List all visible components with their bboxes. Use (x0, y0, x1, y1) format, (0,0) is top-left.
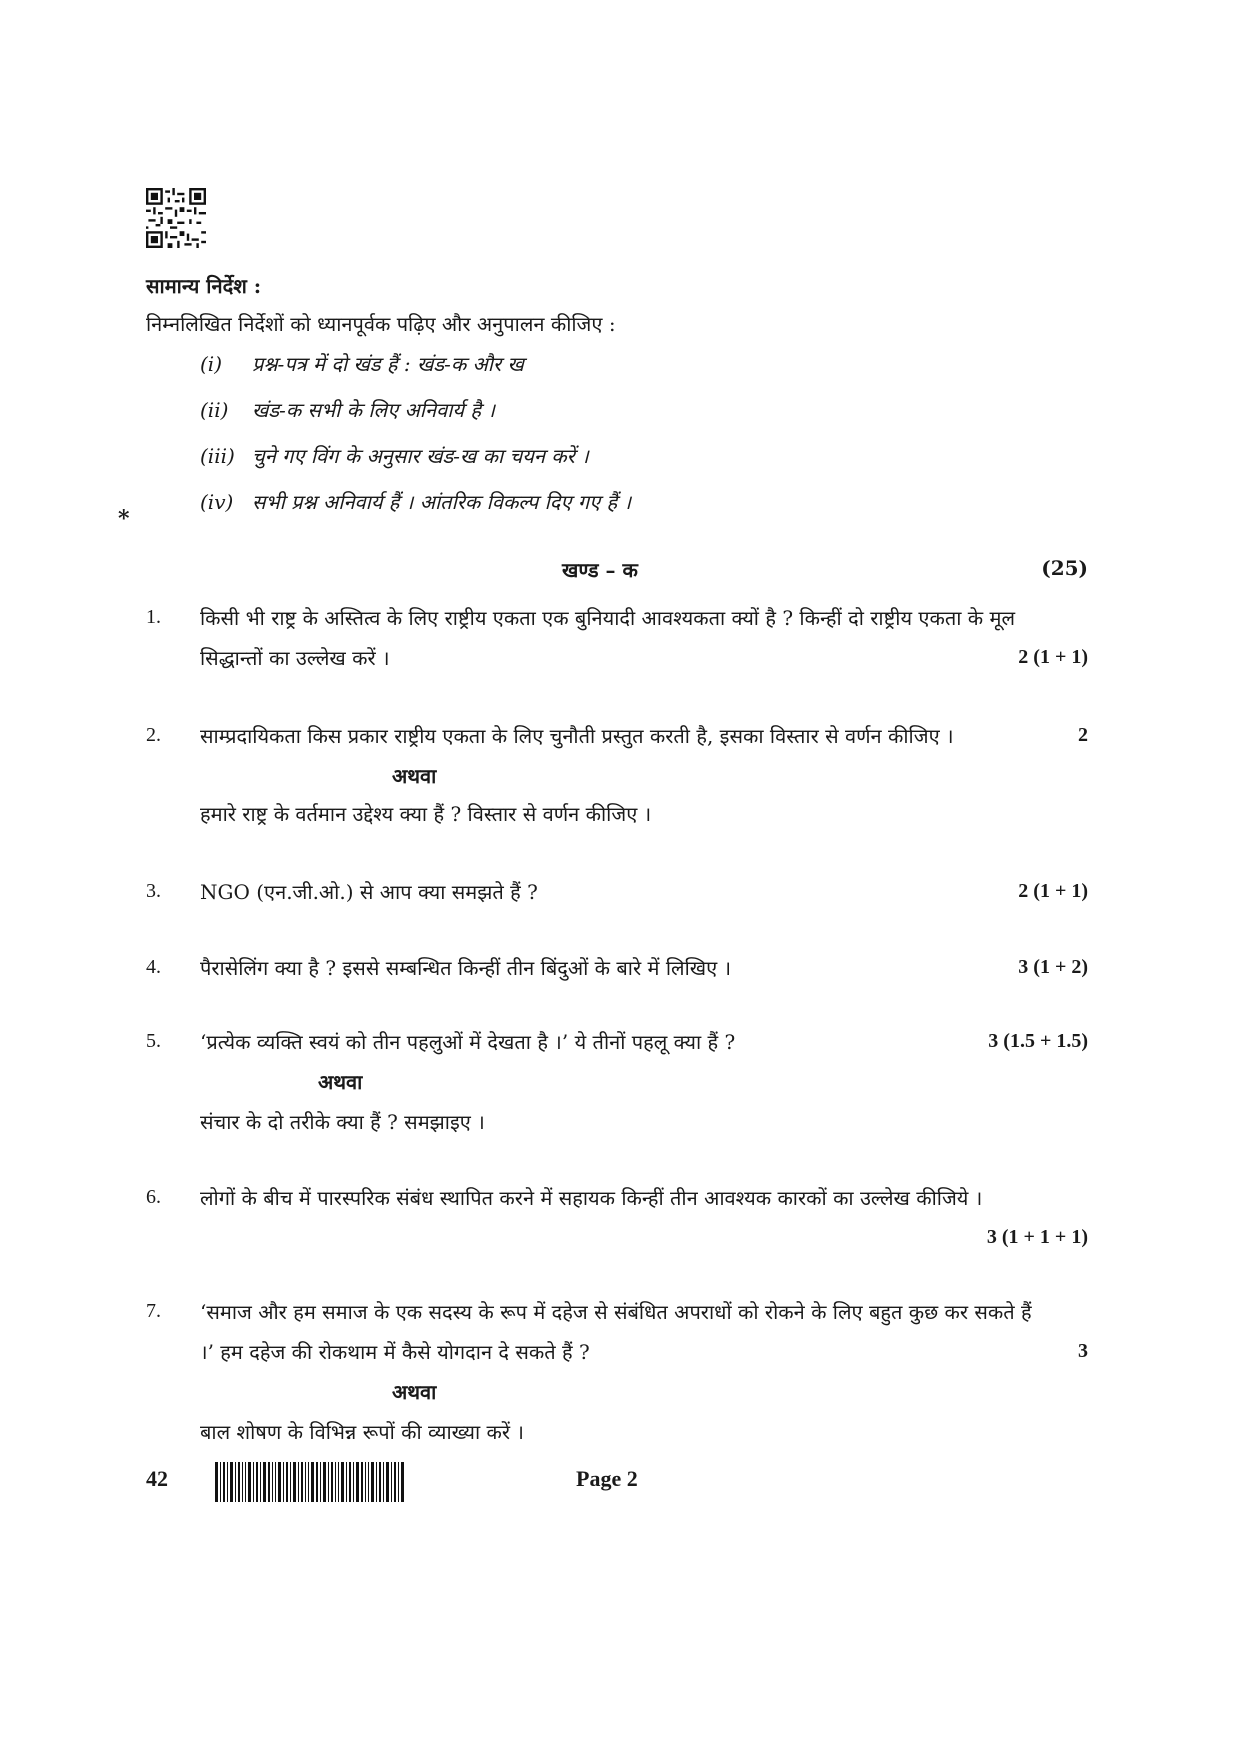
question-marks: 2 (1 + 1) (1018, 880, 1088, 902)
instruction-numeral: (ii) (200, 398, 229, 422)
section-marks: (25) (1041, 556, 1088, 580)
question-marks: 3 (1 + 1 + 1) (986, 1226, 1088, 1248)
or-label: अथवा (318, 1070, 363, 1094)
instruction-numeral: (i) (200, 352, 223, 376)
question-marks: 2 (1 + 1) (1018, 646, 1088, 668)
page-number: Page 2 (576, 1466, 638, 1491)
question-number: 4. (146, 956, 161, 978)
question-number: 5. (146, 1030, 161, 1052)
instruction-text: चुने गए विंग के अनुसार खंड-ख का चयन करें । (252, 444, 589, 468)
instruction-item (200, 488, 631, 515)
instructions-heading: सामान्य निर्देश : (146, 274, 262, 298)
instruction-numeral: (iii) (200, 444, 235, 468)
qr-code (146, 188, 206, 248)
question-text: किसी भी राष्ट्र के अस्तित्व के लिए राष्ट्रीय एकता एक बुनियादी आवश्यकता क्यों है ? किन्हीं दो राष्ट्रीय एकता के मूल सिद्धान्तों का उल्लेख करें । (200, 606, 1016, 670)
star-mark: * (118, 506, 130, 532)
question-text: NGO (एन.जी.ओ.) से आप क्या समझते हैं ? (200, 880, 538, 904)
instruction-text: सभी प्रश्न अनिवार्य हैं । आंतरिक विकल्प दिए गए हैं । (252, 490, 632, 514)
question-number: 6. (146, 1186, 161, 1208)
question-text: ‘समाज और हम समाज के एक सदस्य के रूप में दहेज से संबंधित अपराधों को रोकने के लिए बहुत कुछ कर सकते हैं ।’ हम दहेज की रोकथाम में कैसे योगदान दे सकते हैं ? (200, 1300, 1032, 1364)
question-marks: 3 (1.5 + 1.5) (988, 1030, 1088, 1052)
question-number: 1. (146, 606, 161, 628)
instruction-item (200, 396, 495, 423)
question-text: ‘प्रत्येक व्यक्ति स्वयं को तीन पहलुओं में देखता है ।’ ये तीनों पहलू क्या हैं ? (200, 1030, 736, 1054)
instruction-item (200, 442, 589, 469)
question-number: 7. (146, 1300, 161, 1322)
question-marks: 2 (1078, 724, 1088, 746)
question-text: पैरासेलिंग क्या है ? इससे सम्बन्धित किन्हीं तीन बिंदुओं के बारे में लिखिए । (200, 956, 732, 980)
paper-code: 42 (146, 1466, 168, 1491)
question-text: लोगों के बीच में पारस्परिक संबंध स्थापित करने में सहायक किन्हीं तीन आवश्यक कारकों का उल्लेख कीजिये । (200, 1186, 983, 1210)
question-marks: 3 (1078, 1340, 1088, 1362)
instruction-numeral: (iv) (200, 490, 234, 514)
instruction-text: प्रश्न-पत्र में दो खंड हैं : खंड-क और ख (252, 352, 524, 376)
question-number: 2. (146, 724, 161, 746)
question-number: 3. (146, 880, 161, 902)
alternative-question: संचार के दो तरीके क्या हैं ? समझाइए । (200, 1110, 485, 1134)
instruction-text: खंड-क सभी के लिए अनिवार्य है । (252, 398, 495, 422)
alternative-question: बाल शोषण के विभिन्न रूपों की व्याख्या करें । (200, 1420, 524, 1444)
section-title: खण्ड – क (562, 558, 638, 582)
barcode (215, 1462, 405, 1502)
or-label: अथवा (392, 1380, 437, 1404)
instructions-intro: निम्नलिखित निर्देशों को ध्यानपूर्वक पढ़िए और अनुपालन कीजिए : (146, 312, 616, 336)
question-marks: 3 (1 + 2) (1018, 956, 1088, 978)
or-label: अथवा (392, 764, 437, 788)
instruction-item (200, 350, 524, 377)
question-text: साम्प्रदायिकता किस प्रकार राष्ट्रीय एकता के लिए चुनौती प्रस्तुत करती है, इसका विस्तार से वर्णन कीजिए । (200, 724, 954, 748)
alternative-question: हमारे राष्ट्र के वर्तमान उद्देश्य क्या हैं ? विस्तार से वर्णन कीजिए । (200, 802, 652, 826)
